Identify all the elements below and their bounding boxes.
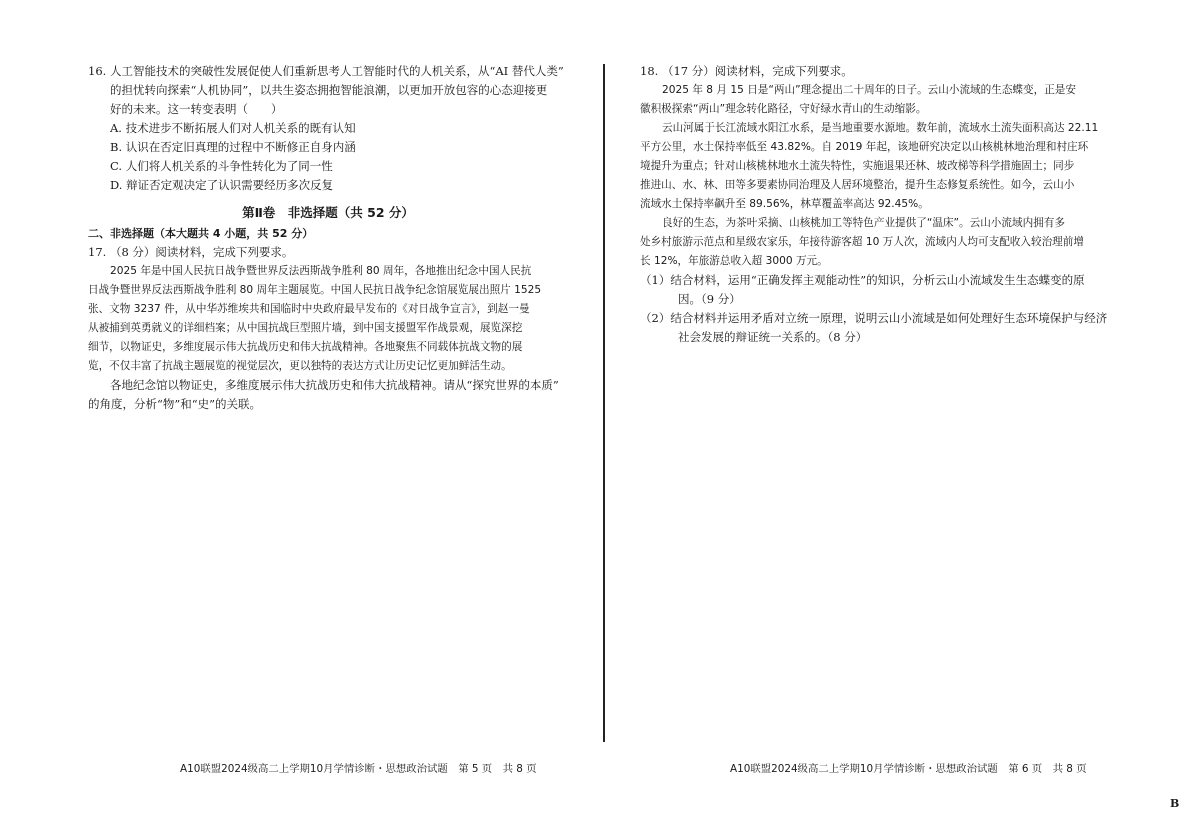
paper-version-mark: B (1170, 797, 1180, 810)
material-line: 境提升为重点；针对山核桃林地水土流失特性，实施退果还林、坡改梯等科学措施固土；同步 (640, 160, 1075, 172)
q18-requirement-1: （1）结合材料，运用“正确发挥主观能动性”的知识，分析云山小流域发生生态蝶变的原 (640, 273, 1085, 287)
material-line: 日战争暨世界反法西斯战争胜利 80 周年主题展览。中国人民抗日战争纪念馆展览展出照片 1525 (88, 284, 542, 296)
q18-requirement-1-cont: 因。（9 分） (678, 292, 741, 306)
material-line: 2025 年是中国人民抗日战争暨世界反法西斯战争胜利 80 周年，各地推出纪念中国人民抗 (110, 265, 532, 277)
page-divider (603, 64, 605, 742)
material-line: 长 12%，年旅游总收入超 3000 万元。 (640, 255, 828, 267)
question-17 (88, 243, 568, 414)
question-18 (640, 62, 1128, 347)
q17-head: 17. （8 分）阅读材料，完成下列要求。 (88, 245, 294, 259)
q16-option-b: B. 认识在否定旧真理的过程中不断修正自身内涵 (110, 140, 356, 154)
section-title: 第Ⅱ卷 非选择题（共 52 分） (242, 205, 414, 220)
q16-option-a: A. 技术进步不断拓展人们对人机关系的既有认知 (110, 121, 356, 135)
material-line: 览，不仅丰富了抗战主题展览的视觉层次，更以独特的表达方式让历史记忆更加鲜活生动。 (88, 360, 512, 372)
q18-material (640, 81, 1128, 271)
material-line: 平方公里，水土保持率低至 43.82%。自 2019 年起，该地研究决定以山核桃林地治理和村庄环 (640, 141, 1089, 153)
q16-stem-line: 的担忧转向探索“人机协同”，以共生姿态拥抱智能浪潮，以更加开放包容的心态迎接更 (110, 83, 548, 97)
material-line: 流域水土保持率飙升至 89.56%，林草覆盖率高达 92.45%。 (640, 198, 929, 210)
right-page (640, 62, 1128, 347)
q17-material (88, 262, 568, 376)
material-line: 从被捕到英勇就义的详细档案；从中国抗战巨型照片墙，到中国支援盟军作战景观，展览深挖 (88, 322, 523, 334)
material-line: 云山河属于长江流域水阳江水系，是当地重要水源地。数年前，流域水土流失面积高达 22.11 (662, 122, 1099, 134)
q16-option-c: C. 人们将人机关系的斗争性转化为了同一性 (110, 159, 333, 173)
q18-head: 18. （17 分）阅读材料，完成下列要求。 (640, 64, 853, 78)
material-line: 良好的生态，为茶叶采摘、山核桃加工等特色产业提供了“温床”。云山小流域内拥有多 (662, 217, 1065, 229)
page-footer-right: A10联盟2024级高二上学期10月学情诊断・思想政治试题 第 6 页 共 8 页 (730, 763, 1087, 775)
left-page (88, 62, 568, 414)
question-16 (88, 62, 568, 195)
material-line: 细节，以物证史，多维度展示伟大抗战历史和伟大抗战精神。各地聚焦不同载体抗战文物的展 (88, 341, 523, 353)
page-footer-left: A10联盟2024级高二上学期10月学情诊断・思想政治试题 第 5 页 共 8 页 (180, 763, 537, 775)
material-line: 2025 年 8 月 15 日是“两山”理念提出二十周年的日子。云山小流域的生态蝶变，正是安 (662, 84, 1076, 96)
q16-option-d: D. 辩证否定观决定了认识需要经历多次反复 (110, 178, 334, 192)
q17-requirement: 的角度，分析“物”和“史”的关联。 (88, 397, 262, 411)
q16-stem-line: 好的未来。这一转变表明（ ） (110, 102, 283, 116)
section-subtitle: 二、非选择题（本大题共 4 小题，共 52 分） (88, 227, 314, 240)
q18-requirement-2-cont: 社会发展的辩证统一关系的。（8 分） (678, 330, 868, 344)
material-line: 徽积极探索“两山”理念转化路径，守好绿水青山的生动缩影。 (640, 103, 927, 115)
q18-requirement-2: （2）结合材料并运用矛盾对立统一原理，说明云山小流域是如何处理好生态环境保护与经济 (640, 311, 1108, 325)
q16-stem-line: 16. 人工智能技术的突破性发展促使人们重新思考人工智能时代的人机关系，从“AI 替代人类” (88, 64, 564, 78)
material-line: 张、文物 3237 件，从中华苏维埃共和国临时中央政府最早发布的《对日战争宣言》，到赵一曼 (88, 303, 530, 315)
material-line: 推进山、水、林、田等多要素协同治理及人居环境整治，提升生态修复系统性。如今，云山小 (640, 179, 1075, 191)
material-line: 处乡村旅游示范点和星级农家乐，年接待游客超 10 万人次，流域内人均可支配收入较治理前增 (640, 236, 1084, 248)
q17-requirement: 各地纪念馆以物证史，多维度展示伟大抗战历史和伟大抗战精神。请从“探究世界的本质” (110, 378, 559, 392)
